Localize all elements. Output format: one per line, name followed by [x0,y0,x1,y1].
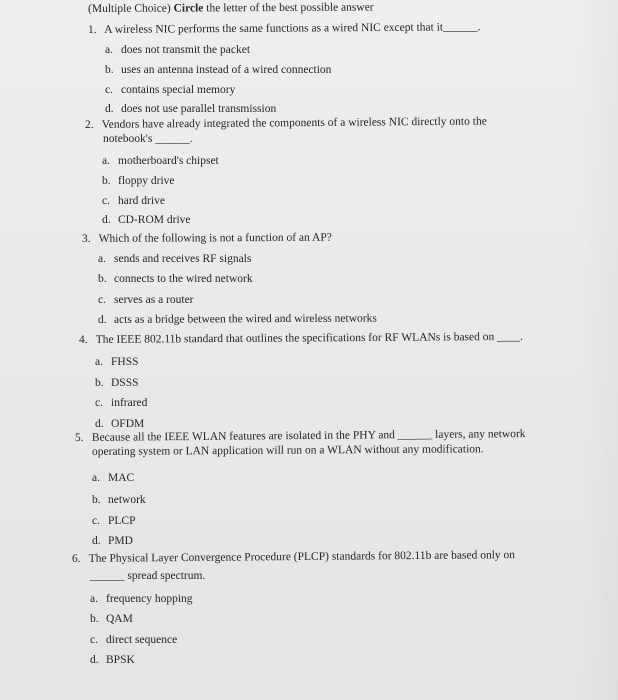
question-number: 5. [74,431,84,444]
question-number: 6. [71,552,81,565]
page-edge-shadow [578,0,618,700]
question-number: 4. [78,333,88,346]
question-6-continued [90,570,205,583]
question-3 [82,232,332,246]
question-2 [85,115,487,132]
question-number: 3. [81,232,91,245]
q1-option-a[interactable]: a. does not transmit the packet [105,44,251,56]
q5-option-b[interactable]: b. network [92,494,146,506]
q6-option-c[interactable]: c. direct sequence [90,634,178,646]
q1-option-b[interactable]: b. uses an antenna instead of a wired connection [105,64,332,76]
q4-option-c[interactable]: c. infrared [95,397,148,409]
q4-option-b[interactable]: b. DSSS [95,377,139,389]
q4-option-d[interactable]: d. OFDM [95,418,145,430]
q3-option-b[interactable]: b. connects to the wired network [98,273,253,285]
question-text: Which of the following is not a function of an AP? [98,231,332,245]
q6-option-b[interactable]: b. QAM [90,613,133,625]
q4-option-a[interactable]: a. FHSS [95,356,139,368]
question-1 [88,21,481,37]
question-4 [79,331,523,347]
question-text: ______ spread spectrum. [90,570,206,582]
q2-option-c[interactable]: c. hard drive [102,195,165,207]
header-prefix: (Multiple Choice) [87,2,174,15]
header-suffix: the letter of the best possible answer [203,1,374,15]
q6-option-d[interactable]: d. BPSK [90,654,135,666]
question-number: 1. [87,23,97,36]
question-5-continued [92,443,484,459]
instructions-header [88,2,374,16]
question-text: The Physical Layer Convergence Procedure (PLCP) standards for 802.11b are based only on [88,549,516,565]
q3-option-a[interactable]: a. sends and receives RF signals [98,253,252,265]
question-text: notebook's ______. [103,133,193,145]
q2-option-a[interactable]: a. motherboard's chipset [102,155,219,167]
question-6 [72,549,515,566]
question-text: Vendors have already integrated the components of a wireless NIC directly onto the [101,115,487,131]
question-text: operating system or LAN application will run on a WLAN without any modification. [91,443,484,458]
q6-option-a[interactable]: a. frequency hopping [90,593,193,605]
q1-option-c[interactable]: c. contains special memory [105,84,236,96]
q3-option-c[interactable]: c. serves as a router [98,294,194,306]
header-bold: Circle [173,2,204,15]
q2-option-b[interactable]: b. floppy drive [102,175,175,187]
q5-option-c[interactable]: c. PLCP [92,515,136,527]
q2-option-d[interactable]: d. CD-ROM drive [102,214,191,226]
question-2-continued [103,133,193,146]
question-text: Because all the IEEE WLAN features are isolated in the PHY and ______ layers, any network [91,428,526,444]
question-number: 2. [84,118,94,131]
q3-option-d[interactable]: d. acts as a bridge between the wired and wireless networks [97,312,377,326]
question-text: The IEEE 802.11b standard that outlines the specifications for RF WLANs is based on ____. [95,330,524,346]
q5-option-a[interactable]: a. MAC [92,472,135,484]
q5-option-d[interactable]: d. PMD [92,535,133,547]
question-text: A wireless NIC performs the same functions as a wired NIC except that it______. [104,21,481,36]
q1-option-d[interactable]: d. does not use parallel transmission [105,103,277,115]
